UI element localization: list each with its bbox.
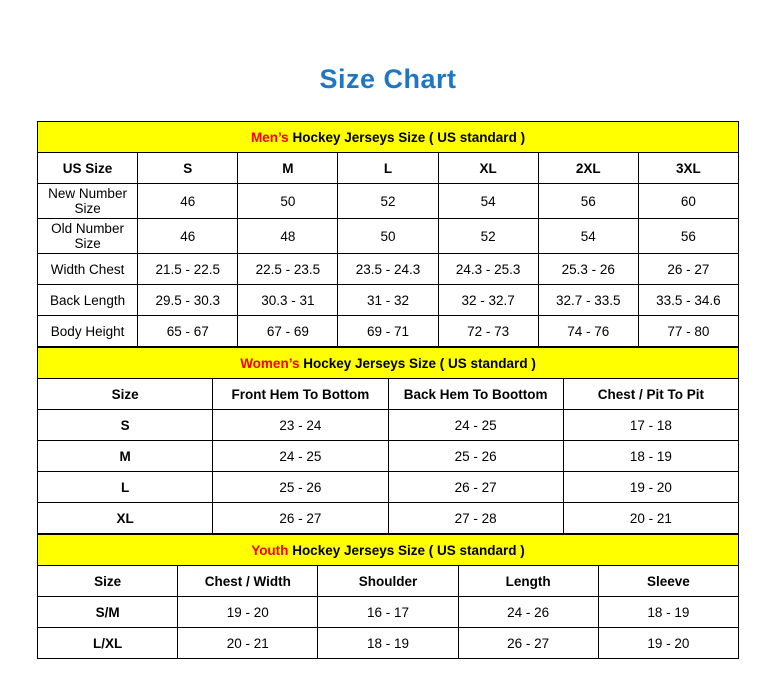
youth-cell: 19 - 20 [598, 628, 738, 659]
mens-cell: 22.5 - 23.5 [238, 254, 338, 285]
womens-cell: 24 - 25 [388, 410, 563, 441]
table-banner-row [38, 535, 739, 566]
table-header-row [38, 153, 739, 184]
mens-cell: 60 [638, 184, 738, 219]
womens-banner [38, 348, 739, 379]
youth-banner-rest: Hockey Jerseys Size ( US standard ) [288, 542, 525, 558]
womens-cell: 19 - 20 [563, 472, 738, 503]
table-row [38, 184, 739, 219]
womens-size-label: S [38, 410, 213, 441]
womens-cell: 23 - 24 [213, 410, 388, 441]
youth-banner-accent: Youth [251, 542, 289, 558]
womens-size-label: XL [38, 503, 213, 534]
mens-header-cell: L [338, 153, 438, 184]
womens-header-cell: Front Hem To Bottom [213, 379, 388, 410]
table-row [38, 472, 739, 503]
womens-header-cell: Back Hem To Boottom [388, 379, 563, 410]
youth-cell: 24 - 26 [458, 597, 598, 628]
table-row [38, 219, 739, 254]
mens-cell: 52 [438, 219, 538, 254]
womens-cell: 24 - 25 [213, 441, 388, 472]
womens-size-label: M [38, 441, 213, 472]
mens-cell: 65 - 67 [138, 316, 238, 347]
page-title: Size Chart [319, 64, 457, 94]
mens-cell: 32 - 32.7 [438, 285, 538, 316]
womens-banner-accent: Women’s [240, 355, 300, 371]
womens-header-cell: Chest / Pit To Pit [563, 379, 738, 410]
mens-banner-rest: Hockey Jerseys Size ( US standard ) [288, 129, 526, 145]
mens-row-label: Old Number Size [38, 219, 138, 254]
mens-cell: 54 [438, 184, 538, 219]
mens-cell: 50 [338, 219, 438, 254]
mens-row-label: Width Chest [38, 254, 138, 285]
mens-cell: 31 - 32 [338, 285, 438, 316]
table-header-row [38, 379, 739, 410]
mens-row-label: Body Height [38, 316, 138, 347]
mens-cell: 67 - 69 [238, 316, 338, 347]
womens-cell: 18 - 19 [563, 441, 738, 472]
mens-cell: 33.5 - 34.6 [638, 285, 738, 316]
youth-cell: 18 - 19 [598, 597, 738, 628]
womens-banner-rest: Hockey Jerseys Size ( US standard ) [299, 355, 536, 371]
youth-cell: 18 - 19 [318, 628, 458, 659]
mens-cell: 72 - 73 [438, 316, 538, 347]
youth-size-label: S/M [38, 597, 178, 628]
youth-cell: 16 - 17 [318, 597, 458, 628]
youth-cell: 20 - 21 [178, 628, 318, 659]
mens-cell: 23.5 - 24.3 [338, 254, 438, 285]
mens-cell: 56 [638, 219, 738, 254]
youth-header-cell: Length [458, 566, 598, 597]
table-row [38, 628, 739, 659]
mens-cell: 74 - 76 [538, 316, 638, 347]
womens-size-table [37, 347, 739, 534]
table-row [38, 503, 739, 534]
youth-banner [38, 535, 739, 566]
youth-header-cell: Size [38, 566, 178, 597]
mens-header-cell: US Size [38, 153, 138, 184]
youth-size-table [37, 534, 739, 659]
youth-cell: 19 - 20 [178, 597, 318, 628]
table-row [38, 597, 739, 628]
mens-cell: 26 - 27 [638, 254, 738, 285]
youth-cell: 26 - 27 [458, 628, 598, 659]
womens-cell: 25 - 26 [388, 441, 563, 472]
youth-header-cell: Shoulder [318, 566, 458, 597]
womens-cell: 25 - 26 [213, 472, 388, 503]
mens-header-cell: 2XL [538, 153, 638, 184]
womens-cell: 17 - 18 [563, 410, 738, 441]
mens-size-table [37, 121, 739, 347]
mens-cell: 46 [138, 184, 238, 219]
mens-cell: 50 [238, 184, 338, 219]
mens-row-label: Back Length [38, 285, 138, 316]
mens-header-cell: 3XL [638, 153, 738, 184]
youth-size-label: L/XL [38, 628, 178, 659]
mens-header-cell: M [238, 153, 338, 184]
mens-cell: 46 [138, 219, 238, 254]
womens-size-label: L [38, 472, 213, 503]
mens-cell: 30.3 - 31 [238, 285, 338, 316]
mens-cell: 56 [538, 184, 638, 219]
table-banner-row [38, 348, 739, 379]
table-row [38, 316, 739, 347]
mens-cell: 29.5 - 30.3 [138, 285, 238, 316]
mens-banner-accent: Men’s [250, 129, 289, 145]
youth-header-cell: Sleeve [598, 566, 738, 597]
mens-cell: 69 - 71 [338, 316, 438, 347]
womens-cell: 26 - 27 [388, 472, 563, 503]
womens-cell: 20 - 21 [563, 503, 738, 534]
mens-cell: 54 [538, 219, 638, 254]
mens-cell: 21.5 - 22.5 [138, 254, 238, 285]
mens-banner [38, 122, 739, 153]
table-header-row [38, 566, 739, 597]
size-chart-tables [37, 121, 739, 659]
mens-cell: 32.7 - 33.5 [538, 285, 638, 316]
youth-header-cell: Chest / Width [178, 566, 318, 597]
womens-cell: 27 - 28 [388, 503, 563, 534]
table-row [38, 285, 739, 316]
mens-cell: 24.3 - 25.3 [438, 254, 538, 285]
table-row [38, 254, 739, 285]
mens-header-cell: XL [438, 153, 538, 184]
womens-cell: 26 - 27 [213, 503, 388, 534]
table-row [38, 410, 739, 441]
mens-header-cell: S [138, 153, 238, 184]
mens-cell: 25.3 - 26 [538, 254, 638, 285]
mens-cell: 52 [338, 184, 438, 219]
mens-cell: 48 [238, 219, 338, 254]
womens-header-cell: Size [38, 379, 213, 410]
mens-cell: 77 - 80 [638, 316, 738, 347]
mens-row-label: New Number Size [38, 184, 138, 219]
table-banner-row [38, 122, 739, 153]
table-row [38, 441, 739, 472]
